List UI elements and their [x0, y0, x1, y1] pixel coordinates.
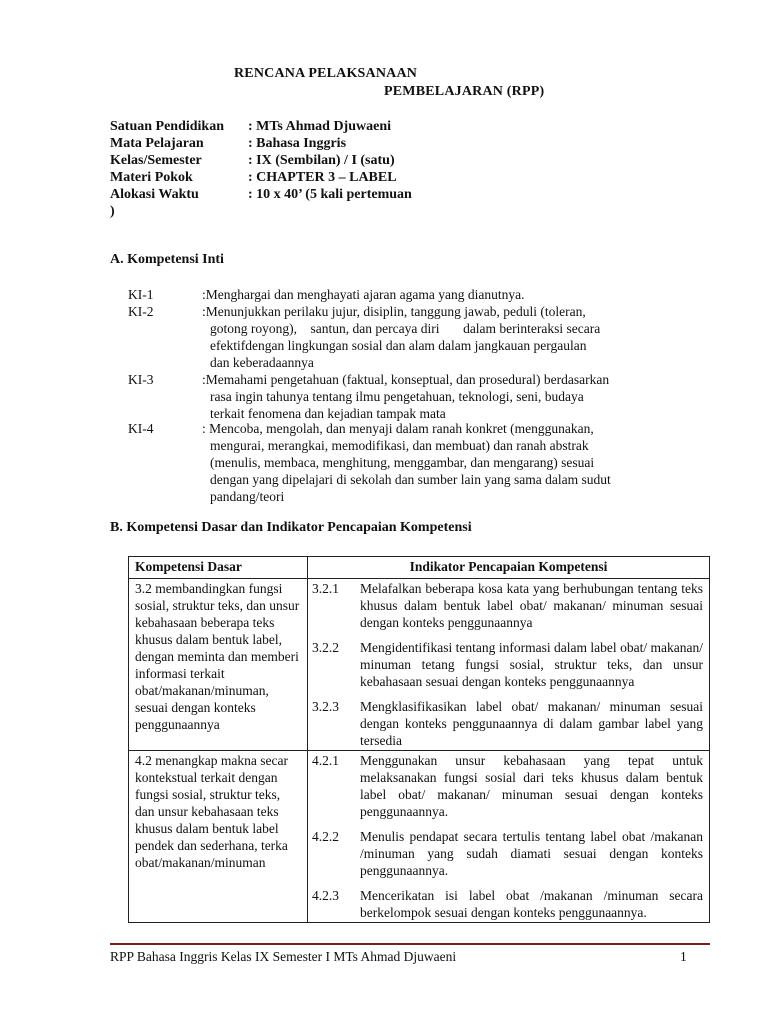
- identity-label: Materi Pokok: [110, 170, 193, 185]
- section-a-heading: A. Kompetensi Inti: [110, 252, 224, 267]
- ki-line: rasa ingin tahunya tentang ilmu pengetahuan, teknologi, seni, budaya: [210, 389, 584, 404]
- indicator-item: [312, 698, 703, 749]
- ki-code: KI-3: [128, 372, 154, 387]
- indicator-number: 4.2.1: [312, 753, 339, 768]
- identity-block: [110, 118, 412, 220]
- indicator-item: [312, 639, 703, 690]
- indicator-text: Mengidentifikasi tentang informasi dalam label obat/ makanan/ minuman tetang fungsi sosial, struktur teks, dan unsur kebahasaan sesuai dengan konteks penggunaannya: [360, 640, 703, 689]
- indicator-number: 4.2.2: [312, 829, 339, 844]
- ki-line: dan keberadaannya: [210, 355, 314, 370]
- indicator-text: Melafalkan beberapa kosa kata yang berhubungan tentang teks khusus dalam bentuk label obat/ makanan/ minuman sesuai dengan konteks penggunaannya: [360, 581, 703, 630]
- ki-code: KI-2: [128, 304, 154, 319]
- identity-label: Satuan Pendidikan: [110, 119, 224, 134]
- ki-line: efektifdengan lingkungan sosial dan alam dalam jangkauan pergaulan: [210, 338, 587, 353]
- doc-title-line1: RENCANA PELAKSANAAN: [234, 66, 418, 81]
- identity-value: : 10 x 40’ (5 kali pertemuan: [248, 187, 412, 202]
- table-header-row: [129, 557, 710, 579]
- footer-divider: [110, 943, 710, 945]
- kd-cell: 4.2 menangkap makna secar kontekstual terkait dengan fungsi sosial, struktur teks, dan unsur kebahasaan teks khusus dalam bentuk label pendek dan sederhana, terka obat/makanan/minuman: [129, 751, 308, 923]
- ki-line: : Mencoba, mengolah, dan menyaji dalam ranah konkret (menggunakan,: [202, 421, 594, 436]
- ki-line: mengurai, merangkai, memodifikasi, dan membuat) dan ranah abstrak: [210, 438, 589, 453]
- indicator-number: 3.2.1: [312, 581, 339, 596]
- ki-code: KI-1: [128, 287, 154, 302]
- ki-line: terkait fenomena dan kejadian tampak mata: [210, 406, 446, 421]
- doc-title-line2: PEMBELAJARAN (RPP): [384, 84, 545, 99]
- indicator-text: Menulis pendapat secara tertulis tentang label obat /makanan /minuman yang sudah diamati sesuai dengan konteks penggunaannya.: [360, 829, 703, 878]
- page-number: 1: [680, 949, 687, 964]
- section-b-heading: B. Kompetensi Dasar dan Indikator Pencapaian Kompetensi: [110, 520, 472, 535]
- ki-text: [202, 420, 686, 505]
- identity-value: : IX (Sembilan) / I (satu): [248, 153, 395, 168]
- indicator-cell: [308, 579, 710, 751]
- indicator-text: Mencerikatan isi label obat /makanan /minuman secara berkelompok sesuai dengan konteks penggunaannya.: [360, 888, 703, 920]
- ki-line: pandang/teori: [210, 489, 285, 504]
- ki-line: :Menunjukkan perilaku jujur, disiplin, tanggung jawab, peduli (toleran,: [202, 304, 586, 319]
- column-header-kd: Kompetensi Dasar: [129, 557, 308, 579]
- ki-code: KI-4: [128, 421, 154, 436]
- identity-label: Mata Pelajaran: [110, 136, 204, 151]
- identity-value: : Bahasa Inggris: [248, 136, 347, 151]
- identity-row: [110, 118, 412, 135]
- identity-label: Kelas/Semester: [110, 153, 202, 168]
- indicator-item: [312, 580, 703, 631]
- identity-value: : CHAPTER 3 – LABEL: [248, 170, 397, 185]
- indicator-cell: [308, 751, 710, 923]
- indicator-number: 3.2.3: [312, 699, 339, 714]
- indicator-number: 4.2.3: [312, 888, 339, 903]
- identity-row: [110, 152, 412, 169]
- identity-label: ): [110, 204, 115, 219]
- indicator-item: [312, 752, 703, 820]
- ki-line: dengan yang dipelajari di sekolah dan sumber lain yang sama dalam sudut: [210, 472, 611, 487]
- indicator-item: [312, 887, 703, 921]
- competency-table: [128, 556, 710, 923]
- indicator-item: [312, 828, 703, 879]
- ki-line: gotong royong), santun, dan percaya diri dalam berinteraksi secara: [210, 321, 601, 336]
- ki-line: :Menghargai dan menghayati ajaran agama yang dianutnya.: [202, 287, 525, 302]
- column-header-indicator: Indikator Pencapaian Kompetensi: [308, 557, 710, 579]
- ki-text: [202, 286, 686, 303]
- footer-text: RPP Bahasa Inggris Kelas IX Semester I MTs Ahmad Djuwaeni: [110, 949, 457, 964]
- indicator-text: Mengklasifikasikan label obat/ makanan/ minuman sesuai dengan konteks penggunaannya di dalam gambar label yang tersedia: [360, 699, 703, 748]
- identity-row: [110, 135, 412, 152]
- kd-cell: 3.2 membandingkan fungsi sosial, struktur teks, dan unsur kebahasaan beberapa teks khusus dalam bentuk label, dengan meminta dan memberi informasi terkait obat/makanan/minuman, sesuai dengan konteks penggunaannya: [129, 579, 308, 751]
- ki-text: [202, 303, 686, 371]
- identity-row: [110, 169, 412, 186]
- indicator-number: 3.2.2: [312, 640, 339, 655]
- ki-line: (menulis, membaca, menghitung, menggambar, dan mengarang) sesuai: [210, 455, 595, 470]
- identity-label: Alokasi Waktu: [110, 187, 199, 202]
- table-row: [129, 579, 710, 751]
- identity-value: : MTs Ahmad Djuwaeni: [248, 119, 392, 134]
- ki-text: [202, 371, 686, 422]
- identity-row: [110, 186, 412, 203]
- table-row: [129, 751, 710, 923]
- indicator-text: Menggunakan unsur kebahasaan yang tepat untuk melaksanakan fungsi sosial dari teks khusus dalam bentuk label obat/ makanan/ minuman sesuai dengan konteks penggunaannya.: [360, 753, 703, 819]
- identity-row: [110, 203, 412, 220]
- ki-line: :Memahami pengetahuan (faktual, konseptual, dan prosedural) berdasarkan: [202, 372, 610, 387]
